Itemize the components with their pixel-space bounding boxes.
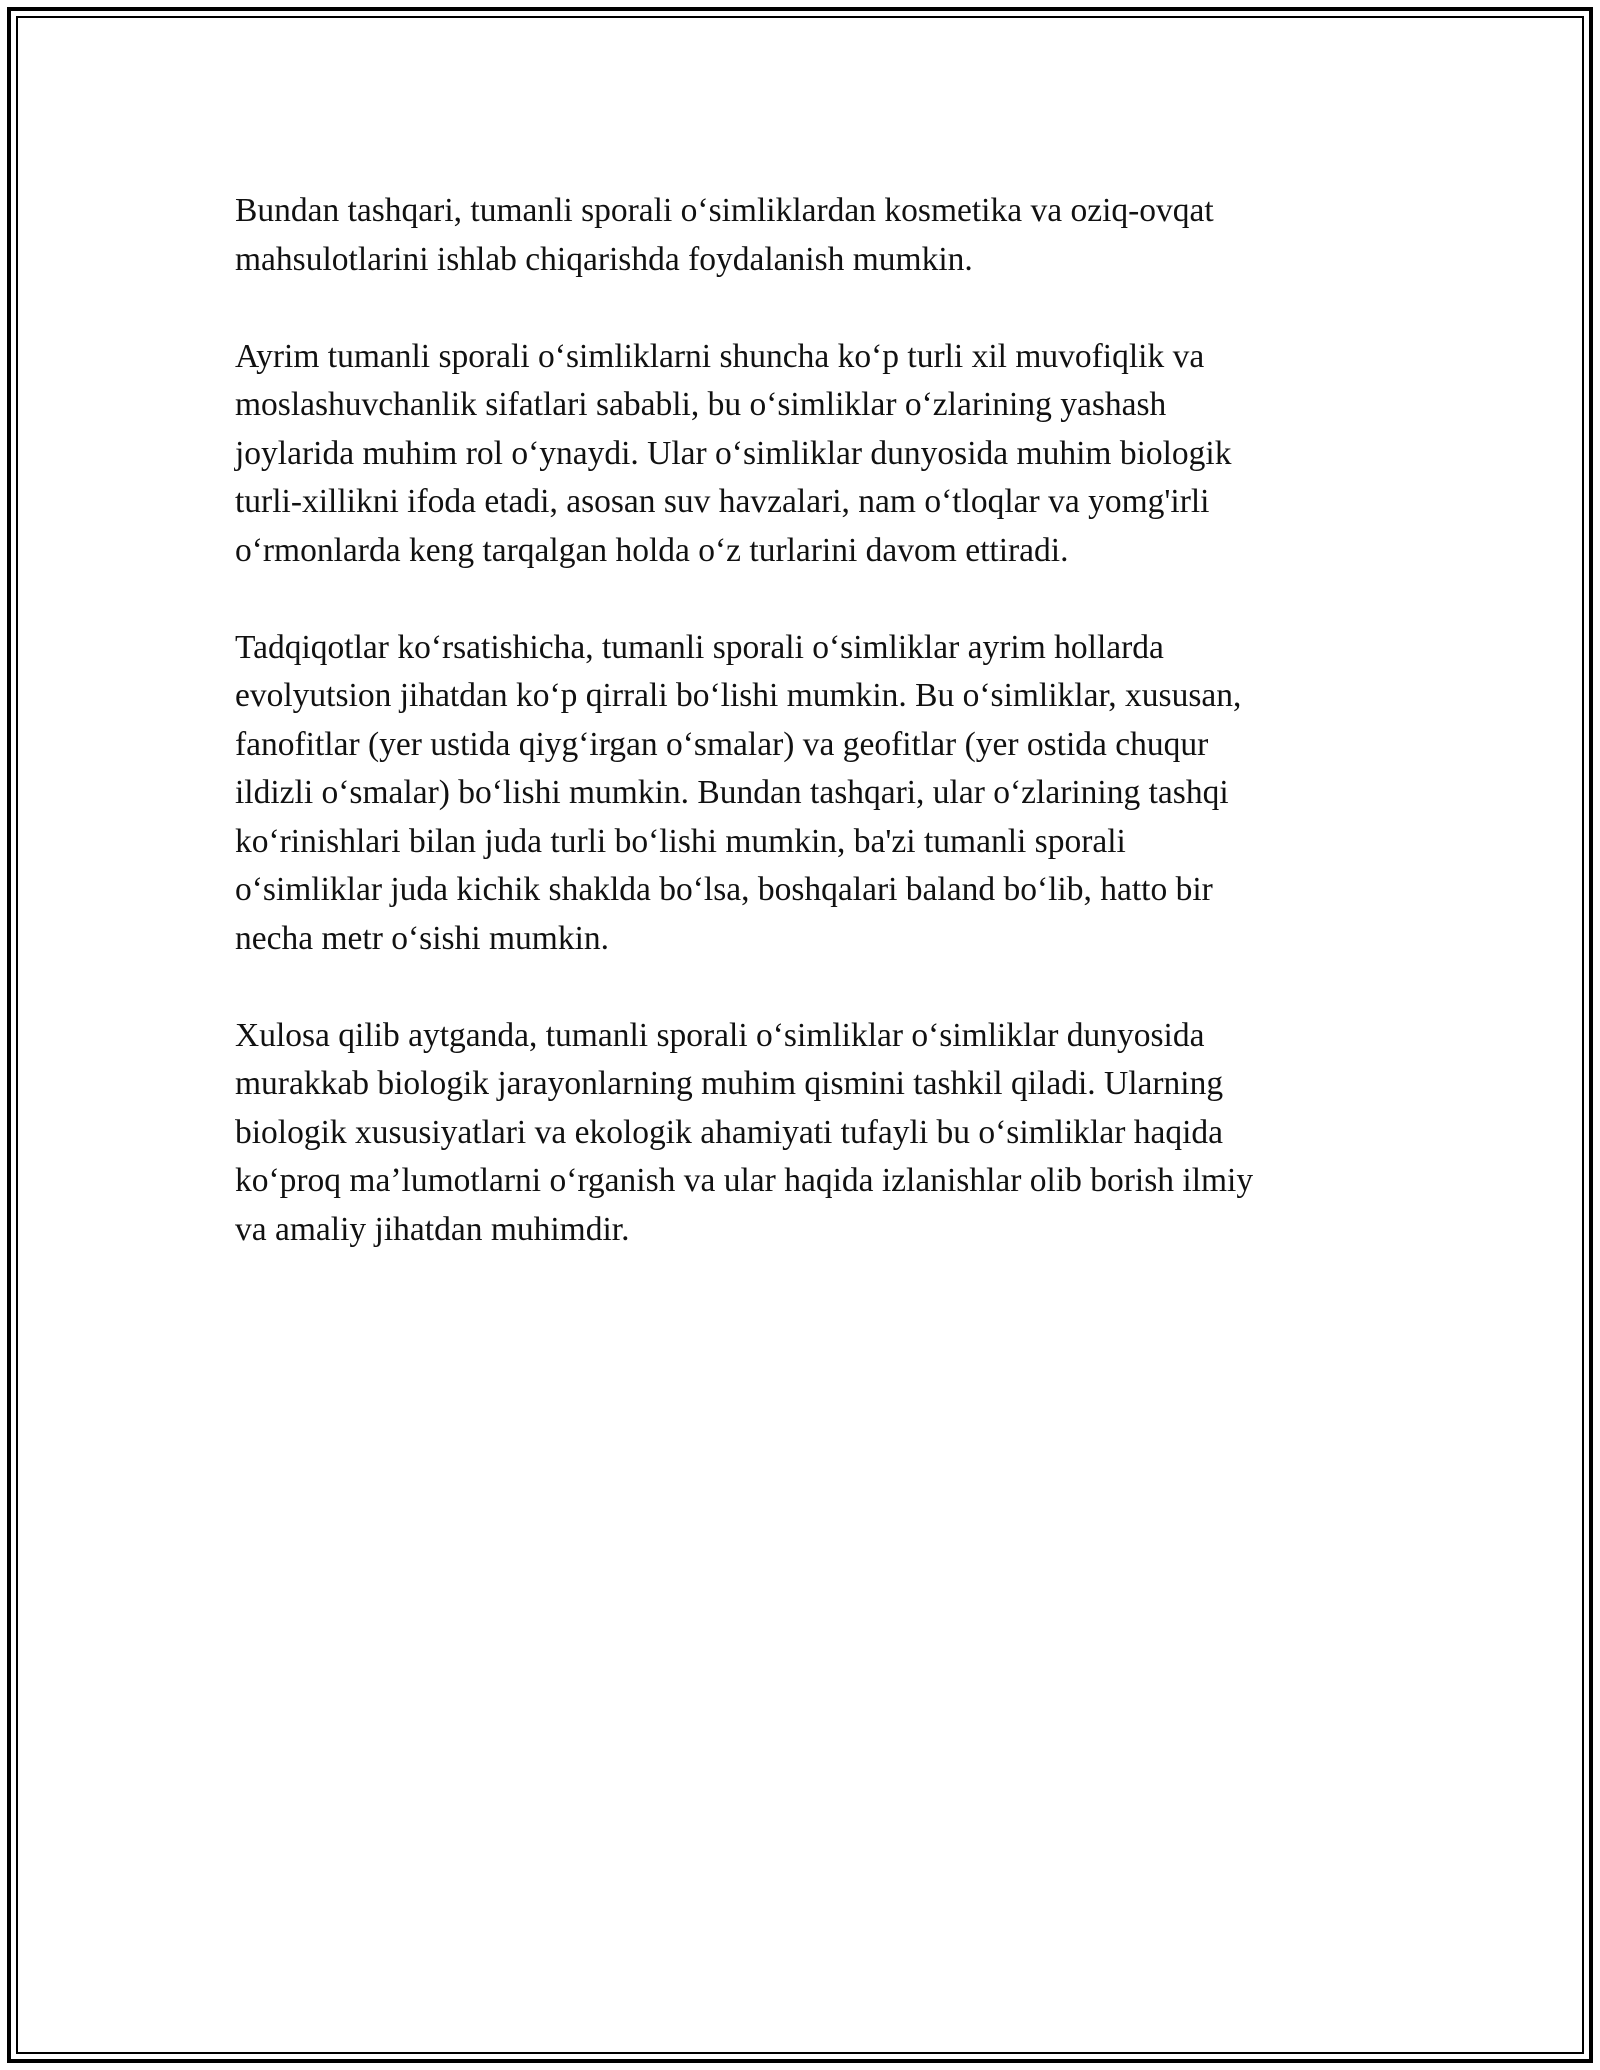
paragraph-line: oʻsimliklar juda kichik shaklda boʻlsa, boshqalari baland boʻlib, hatto bir bbox=[235, 871, 1213, 908]
paragraph-line: joylarida muhim rol oʻynaydi. Ular oʻsimliklar dunyosida muhim biologik bbox=[235, 434, 1232, 472]
paragraph-line: Xulosa qilib aytganda, tumanli sporali oʻsimliklar oʻsimliklar dunyosida bbox=[235, 1016, 1205, 1054]
paragraph-2 bbox=[235, 333, 1375, 576]
document-body bbox=[235, 187, 1375, 1254]
paragraph-line: mahsulotlarini ishlab chiqarishda foydalanish mumkin. bbox=[235, 240, 973, 278]
paragraph-line: fanofitlar (yer ustida qiygʻirgan oʻsmalar) va geofitlar (yer ostida chuqur bbox=[235, 725, 1209, 763]
paragraph-line: murakkab biologik jarayonlarning muhim qismini tashkil qiladi. Ularning bbox=[235, 1065, 1224, 1102]
paragraph-line: Ayrim tumanli sporali oʻsimliklarni shuncha koʻp turli xil muvofiqlik va bbox=[235, 337, 1205, 375]
paragraph-line: biologik xususiyatlari va ekologik ahamiyati tufayli bu oʻsimliklar haqida bbox=[235, 1113, 1224, 1151]
paragraph-line: ildizli oʻsmalar) boʻlishi mumkin. Bundan tashqari, ular oʻzlarining tashqi bbox=[235, 774, 1229, 811]
paragraph-1 bbox=[235, 187, 1375, 284]
paragraph-line: va amaliy jihatdan muhimdir. bbox=[235, 1210, 630, 1248]
paragraph-line: oʻrmonlarda keng tarqalgan holda oʻz turlarini davom ettiradi. bbox=[235, 531, 1069, 569]
paragraph-line: koʻrinishlari bilan juda turli boʻlishi mumkin, ba'zi tumanli sporali bbox=[235, 822, 1126, 860]
paragraph-line: koʻproq maʼlumotlarni oʻrganish va ular haqida izlanishlar olib borish ilmiy bbox=[235, 1162, 1254, 1199]
paragraph-4 bbox=[235, 1012, 1375, 1255]
paragraph-line: evolyutsion jihatdan koʻp qirrali boʻlishi mumkin. Bu oʻsimliklar, xususan, bbox=[235, 677, 1242, 714]
paragraph-line: Tadqiqotlar koʻrsatishicha, tumanli sporali oʻsimliklar ayrim hollarda bbox=[235, 628, 1164, 666]
paragraph-line: necha metr oʻsishi mumkin. bbox=[235, 919, 610, 957]
paragraph-line: moslashuvchanlik sifatlari sababli, bu oʻsimliklar oʻzlarining yashash bbox=[235, 386, 1167, 423]
paragraph-line: Bundan tashqari, tumanli sporali oʻsimliklardan kosmetika va oziq-ovqat bbox=[235, 192, 1214, 229]
paragraph-3 bbox=[235, 624, 1375, 964]
paragraph-line: turli-xillikni ifoda etadi, asosan suv havzalari, nam oʻtloqlar va yomg'irli bbox=[235, 483, 1210, 520]
